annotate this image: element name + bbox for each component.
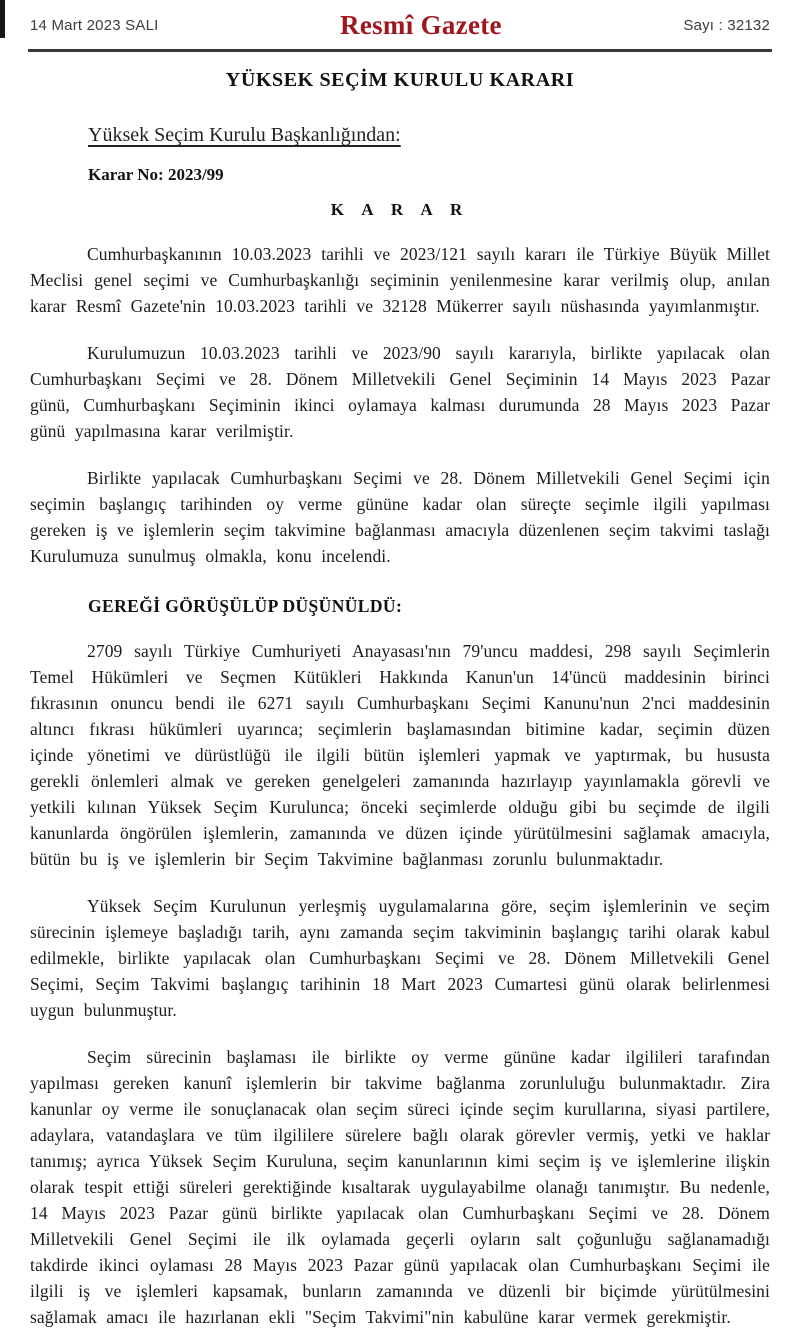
gazette-date: 14 Mart 2023 SALI: [30, 17, 159, 34]
decision-number: Karar No: 2023/99: [88, 165, 224, 184]
paragraph-calendar-start-date: Yüksek Seçim Kurulunun yerleşmiş uygulamalarına göre, seçim işlemlerinin ve seçim sürecinin işlemeye başladığı tarih, aynı zamanda seçim takviminin başlangıç tarihi olarak kabul edilmekle, birlikte yapılacak olan Cumhurbaşkanı Seçimi ve 28. Dönem Milletvekili Genel Seçimi, Seçim Takvimi başlangıç tarihinin 18 Mart 2023 Cumartesi günü olarak belirlenmesi uygun bulunmuştur.: [30, 896, 770, 1020]
paragraph-conclusion: Seçim sürecinin başlaması ile birlikte oy verme gününe kadar ilgilileri tarafından yapılması gereken kanunî işlemlerin bir takvime bağlanma zorunluluğu bulunmaktadır. Zira kanunlar oy verme ile sonuçlanacak olan seçim süreci içinde seçim kurullarına, siyasi partilere, adaylara, vatandaşlara ve tüm ilgililere sürelere bağlı olarak görevler vermiş, yetki ve haklar tanımış; ayrıca Yüksek Seçim Kuruluna, seçim kanunlarının kimi seçim iş ve işlemlerine ilişkin olarak tespit ettiği süreleri gerektiğinde kısaltarak uygulayabilme olanağı tanımıştır. Bu nedenle, 14 Mayıs 2023 Pazar günü birlikte yapılacak olan Cumhurbaşkanı Seçimi ve 28. Dönem Milletvekili Genel Seçimi ile ilk oylamada geçerli oyların salt çoğunluğu sağlanamadığı takdirde ikinci oylaması 28 Mayıs 2023 Pazar günü yapılacak olan Cumhurbaşkanı Seçimi ile ilgili iş ve işlemleri kapsamak, bunların zamanında ve düzenli bir biçimde yürütülmesini sağlamak amacı ile hazırlanan ekli "Seçim Takvimi"nin kabulüne karar vermek gerekmiştir.: [30, 1047, 770, 1327]
decision-heading: K A R A R: [330, 200, 470, 219]
gazette-title: Resmî Gazete: [340, 10, 502, 40]
scan-edge-artifact: [0, 0, 5, 38]
paragraph-election-dates: Kurulumuzun 10.03.2023 tarihli ve 2023/90 sayılı kararıyla, birlikte yapılacak olan Cumhurbaşkanı Seçimi ve 28. Dönem Milletvekili Genel Seçiminin 14 Mayıs 2023 Pazar günü, Cumhurbaşkanı Seçiminin ikinci oylamaya kalması durumunda 28 Mayıs 2023 Pazar günü yapılmasına karar verilmiştir.: [30, 343, 770, 441]
paragraph-presidential-decree: Cumhurbaşkanının 10.03.2023 tarihli ve 2023/121 sayılı kararı ile Türkiye Büyük Millet Meclisi genel seçimi ve Cumhurbaşkanlığı seçiminin yenilenmesine karar verilmiş olup, anılan karar Resmî Gazete'nin 10.03.2023 tarihli ve 32128 Mükerrer sayılı nüshasında yayımlanmıştır.: [30, 244, 770, 316]
masthead-divider: [28, 49, 772, 52]
paragraph-legal-basis: 2709 sayılı Türkiye Cumhuriyeti Anayasası'nın 79'uncu maddesi, 298 sayılı Seçimlerin Temel Hükümleri ve Seçmen Kütükleri Hakkında Kanun'un 14'üncü maddesinin birinci fıkrasının onuncu bendi ile 6271 sayılı Cumhurbaşkanı Seçimi Kanunu'nun 2'nci maddesinin altıncı fıkrası hükümleri uyarınca; seçimlerin başlamasından bitimine kadar, seçimin düzen içinde yönetimi ve dürüstlüğü ile ilgili bütün işlemleri yapmak ve yaptırmak, bu hususta gerekli önlemleri almak ve gereken genelgeleri zamanında hazırlayıp yayınlamakla görevli ve yetkili kılınan Yüksek Seçim Kurulunca; önceki seçimlerde olduğu gibi bu seçimde de ilgili kanunlarda öngörülen işlemlerin, zamanında ve düzen içinde yürütülmesini sağlamak amacıyla, bütün bu iş ve işlemlerin bir Seçim Takvimine bağlanması zorunlu bulunmaktadır.: [30, 641, 770, 869]
document-title: YÜKSEK SEÇİM KURULU KARARI: [225, 69, 575, 91]
gazette-masthead: [0, 0, 800, 47]
decision-document: [0, 69, 800, 1330]
gazette-issue-number: Sayı : 32132: [683, 17, 770, 34]
issuing-authority-heading: Yüksek Seçim Kurulu Başkanlığından:: [88, 124, 401, 146]
deliberation-section-heading: GEREĞİ GÖRÜŞÜLÜP DÜŞÜNÜLDÜ:: [88, 596, 403, 616]
paragraph-calendar-draft: Birlikte yapılacak Cumhurbaşkanı Seçimi ve 28. Dönem Milletvekili Genel Seçimi için seçimin başlangıç tarihinden oy verme gününe kadar olan süreçte seçimle ilgili yapılması gereken iş ve işlemlerin seçim takvimine bağlanması amacıyla düzenlenen seçim takvimi taslağı Kurulumuza sunulmuş olmakla, konu incelendi.: [30, 468, 770, 566]
